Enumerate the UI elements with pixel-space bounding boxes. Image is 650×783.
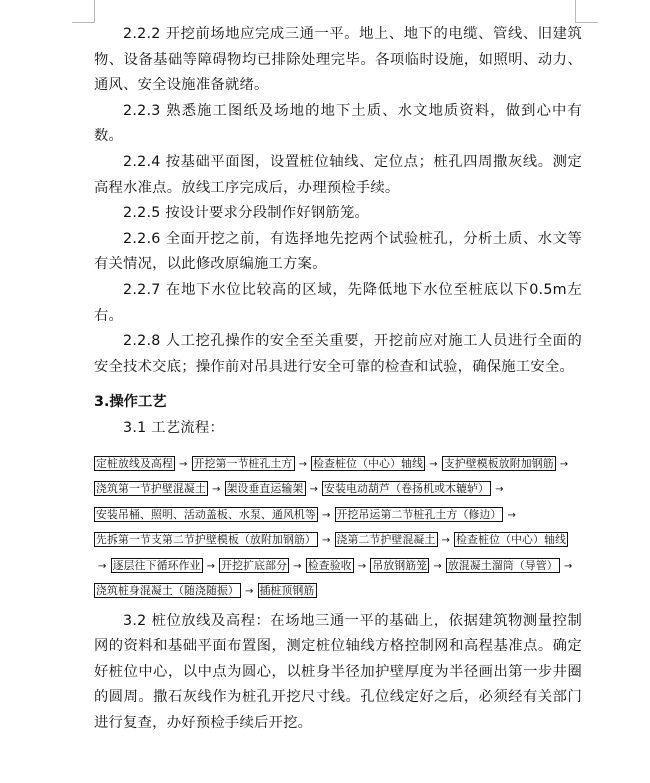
flow-step: 放混凝土溜筒（导管） — [447, 558, 558, 572]
flow-step: 检查桩位（中心）轴线 — [313, 456, 424, 470]
flow-step: 浇筑桩身混凝土（随浇随振） — [96, 584, 239, 597]
paragraph-2-2-6: 2.2.6 全面开挖之前，有选择地先挖两个试验桩孔，分析土质、水文等有关情况，以此修改原编施工方案。 — [94, 230, 582, 273]
flow-step: 开挖扩底部分 — [221, 558, 288, 572]
flow-step: 安装吊桶、照明、活动盖板、水泵、通风机等 — [96, 507, 316, 521]
flow-step: 检查验收 — [307, 558, 352, 572]
flow-step: 开挖吊运第二节桩孔土方（修边） — [336, 507, 502, 521]
page-corner-mark-left — [72, 0, 95, 23]
paragraph-2-2-7: 2.2.7 在地下水位比较高的区域，先降低地下水位至桩底以下0.5m左右。 — [94, 281, 582, 324]
flow-arrow-icon: → — [211, 484, 221, 495]
flow-step: 安装电动葫芦（卷扬机或木辘轳） — [324, 482, 490, 495]
flow-arrow-icon: → — [244, 586, 254, 597]
flow-arrow-icon: → — [495, 484, 504, 495]
flow-step: 浇第二节护壁混凝土 — [336, 533, 436, 546]
flow-step: 吊放钢筋笼 — [372, 558, 428, 572]
flow-step: 逐层往下循环作业 — [112, 558, 201, 572]
paragraph-2-2-2: 2.2.2 开挖前场地应完成三通一平。地上、地下的电缆、管线、旧建筑物、设备基础等障碍物均已排除处理完毕。各项临时设施，如照明、动力、通风、安全设施准备就绪。 — [94, 26, 582, 94]
subheading-process-flow: 3.1 工艺流程： — [123, 419, 225, 436]
flow-arrow-icon: → — [206, 560, 216, 572]
flow-arrow-icon: → — [433, 560, 442, 572]
flow-arrow-icon: → — [559, 458, 569, 470]
flow-arrow-icon: → — [563, 560, 573, 572]
paragraph-2-2-8: 2.2.8 人工挖孔操作的安全至关重要，开挖前应对施工人员进行全面的安全技术交底；操作前对吊具进行安全可靠的检查和试验，确保施工安全。 — [94, 333, 582, 375]
paragraph-2-2-3: 2.2.3 熟悉施工图纸及场地的地下土质、水文地质资料，做到心中有数。 — [94, 102, 582, 145]
flow-step: 架设垂直运输架 — [226, 482, 304, 495]
paragraph-3-2: 3.2 桩位放线及高程：在场地三通一平的基础上，依据建筑物测量控制网的资料和基础平面布置图，测定桩位轴线方格控制网和高程基准点。确定好桩位中心，以中点为圆心，以桩身半径加护壁厚度为半径画出第一步井圈的圆周。撒石灰线作为桩孔开挖尺寸线。孔位线定好之后，必须经有关部门进行复查，办好预检手续后开挖。 — [94, 612, 582, 731]
section-heading: 3.操作工艺 — [94, 394, 167, 411]
paragraph-2-2-5: 2.2.5 按设计要求分段制作好钢筋笼。 — [123, 205, 370, 222]
flow-arrow-icon: → — [309, 484, 319, 495]
flow-arrow-icon: → — [293, 560, 302, 572]
flow-step: 检查桩位（中心）轴线 — [456, 533, 567, 546]
flow-arrow-icon: → — [441, 535, 451, 546]
flow-arrow-icon: → — [298, 458, 308, 470]
flow-arrow-icon: → — [98, 560, 107, 572]
paragraph-2-2-4: 2.2.4 按基础平面图，设置桩位轴线、定位点；桩孔四周撒灰线。测定高程水准点。放线工序完成后，办理预检手续。 — [94, 153, 582, 196]
flow-arrow-icon: → — [321, 509, 331, 521]
flow-arrow-icon: → — [357, 560, 367, 572]
flow-step: 定桩放线及高程 — [96, 456, 173, 470]
flow-step: 浇筑第一节护壁混凝土 — [96, 482, 206, 495]
flow-step: 先拆第一节支第二节护壁模板（放附加钢筋） — [96, 533, 316, 546]
flow-step: 支护壁模板放附加钢筋 — [443, 456, 554, 470]
flow-arrow-icon: → — [429, 458, 438, 470]
flow-step: 插桩顶钢筋 — [259, 584, 315, 597]
flow-arrow-icon: → — [178, 458, 188, 470]
flow-step: 开挖第一节桩孔土方 — [193, 456, 293, 470]
flow-arrow-icon: → — [321, 535, 331, 546]
flow-arrow-icon: → — [507, 509, 517, 521]
document-page — [94, 22, 582, 736]
page-corner-mark-right — [575, 0, 598, 23]
process-flow — [94, 452, 582, 605]
